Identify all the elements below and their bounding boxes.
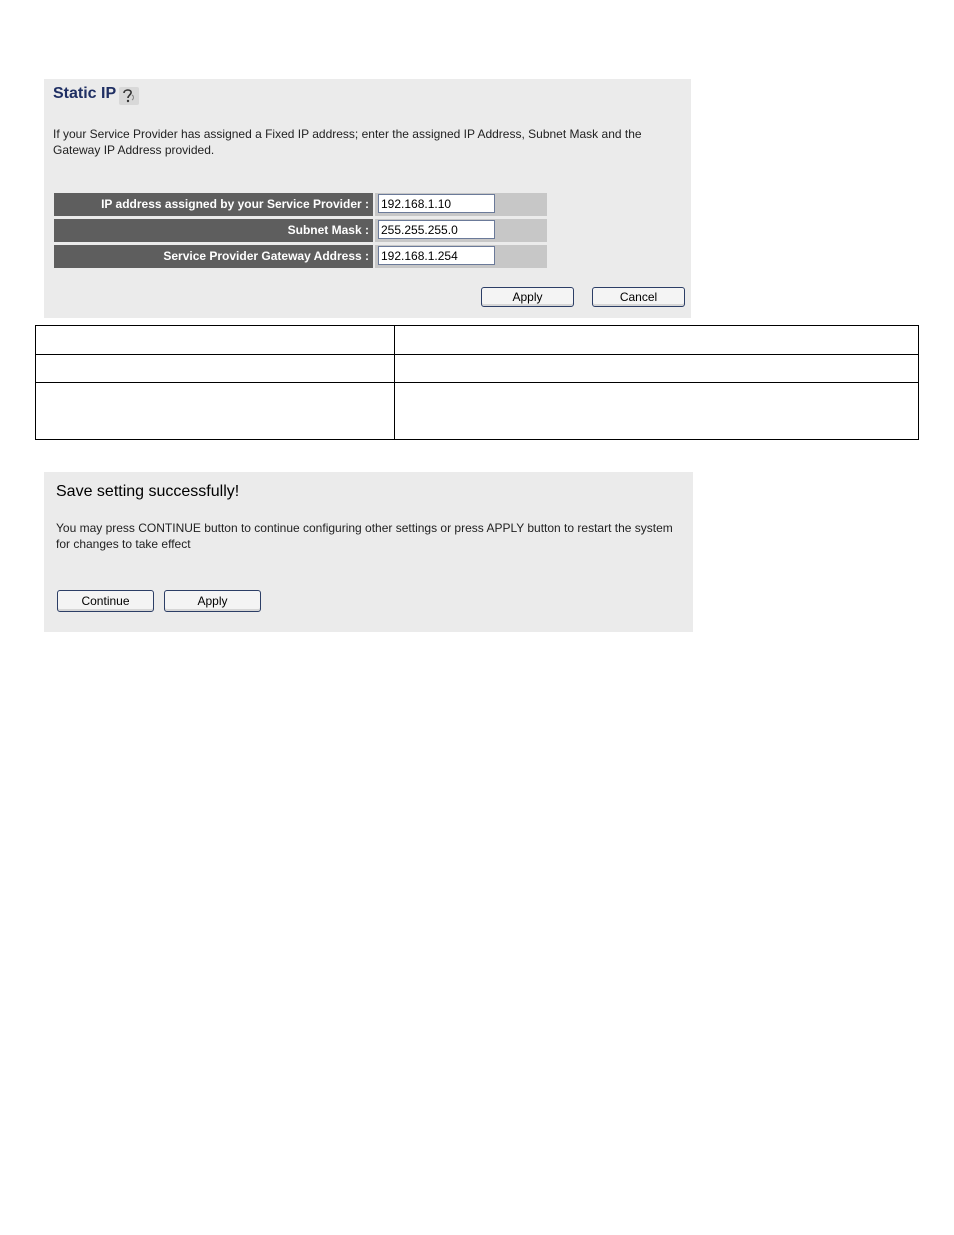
ip-address-label: IP address assigned by your Service Provider : <box>54 193 373 216</box>
gateway-label: Service Provider Gateway Address : <box>54 245 373 268</box>
cancel-button[interactable]: Cancel <box>592 287 685 307</box>
table-row-divider <box>36 354 918 355</box>
gateway-row <box>54 245 547 268</box>
subnet-mask-row <box>54 219 547 242</box>
save-setting-panel <box>44 472 693 632</box>
static-ip-title-row <box>53 83 139 105</box>
subnet-mask-cell <box>375 219 547 242</box>
gateway-input[interactable] <box>378 246 495 265</box>
ip-address-cell <box>375 193 547 216</box>
ip-address-input[interactable] <box>378 194 495 213</box>
save-title: Save setting successfully! <box>56 483 240 500</box>
continue-button[interactable]: Continue <box>57 590 154 612</box>
subnet-mask-label: Subnet Mask : <box>54 219 373 242</box>
page-title: Static IP <box>53 85 117 102</box>
save-apply-button[interactable]: Apply <box>164 590 261 612</box>
subnet-mask-input[interactable] <box>378 220 495 239</box>
static-ip-panel <box>44 79 691 318</box>
gateway-cell <box>375 245 547 268</box>
save-description: You may press CONTINUE button to continue configuring other settings or press APPLY button to restart the system for changes to take effect <box>56 521 673 551</box>
table-row-divider <box>36 382 918 383</box>
help-icon[interactable] <box>119 87 139 105</box>
apply-button[interactable]: Apply <box>481 287 574 307</box>
static-ip-description: If your Service Provider has assigned a Fixed IP address; enter the assigned IP Address, Subnet Mask and the Gateway IP Address provided. <box>53 127 642 157</box>
description-table <box>35 325 919 440</box>
ip-address-row <box>54 193 547 216</box>
static-ip-form <box>54 193 547 271</box>
